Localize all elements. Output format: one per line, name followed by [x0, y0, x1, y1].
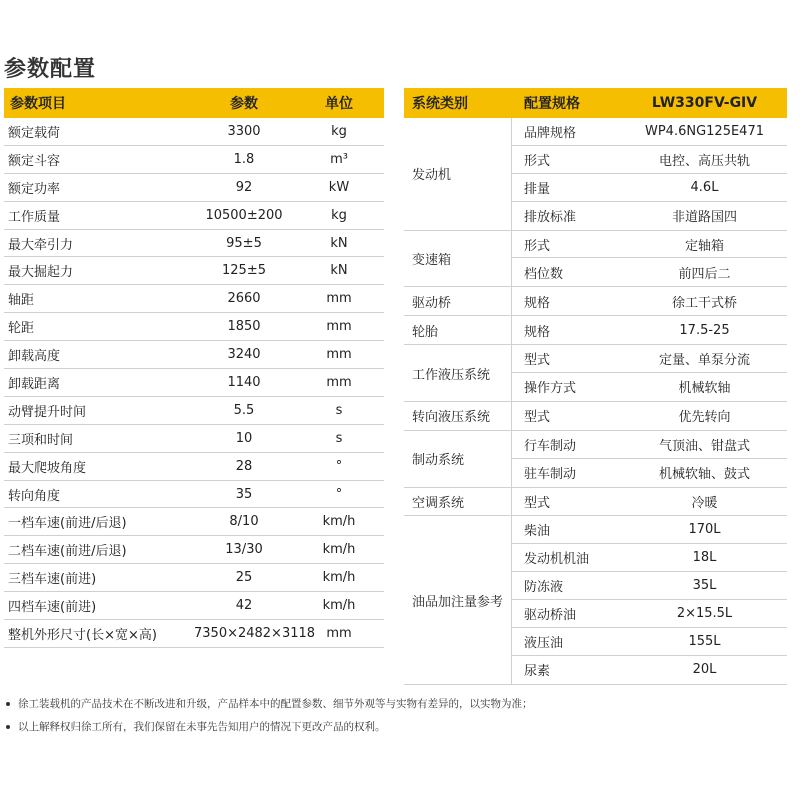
param-unit: mm	[326, 291, 352, 307]
footnote	[6, 719, 796, 734]
param-name: 最大牵引力	[8, 237, 74, 253]
param-name: 三项和时间	[8, 432, 74, 448]
parameter-table	[4, 88, 384, 648]
table-row	[4, 564, 384, 592]
config-row	[512, 287, 787, 315]
param-value: 125±5	[222, 263, 266, 279]
config-spec-value: 定量、单泵分流	[658, 353, 750, 369]
param-unit: kg	[331, 207, 347, 223]
config-row	[512, 600, 787, 628]
config-spec-name: 形式	[524, 238, 551, 254]
config-spec-value: 徐工干式桥	[671, 295, 737, 311]
param-name: 额定载荷	[8, 125, 61, 141]
config-spec-name: 档位数	[524, 266, 564, 282]
config-spec-value: 非道路国四	[671, 210, 737, 226]
param-name: 一档车速(前进/后退)	[8, 516, 127, 532]
param-value: 1850	[227, 319, 261, 335]
config-row	[512, 316, 787, 344]
parameter-table-header	[4, 88, 384, 118]
param-name: 三档车速(前进)	[8, 572, 97, 588]
config-row	[512, 628, 787, 656]
bullet-icon	[6, 702, 10, 706]
parameter-table-body	[4, 118, 384, 648]
param-name: 整机外形尺寸(长×宽×高)	[8, 627, 157, 643]
param-name: 额定功率	[8, 181, 61, 197]
param-unit: mm	[326, 374, 352, 390]
table-row	[4, 146, 384, 174]
system-group	[404, 287, 787, 316]
system-category-name: 制动系统	[404, 431, 512, 487]
config-spec-name: 尿素	[524, 664, 551, 680]
header-param-value: 参数	[230, 96, 258, 112]
param-name: 卸载高度	[8, 349, 61, 365]
config-spec-name: 形式	[524, 153, 551, 169]
param-unit: mm	[326, 319, 352, 335]
config-spec-value: 35L	[692, 578, 717, 594]
system-group	[404, 316, 787, 345]
system-category-name: 轮胎	[404, 316, 512, 344]
config-row	[512, 373, 787, 401]
footnote-text: 以上解释权归徐工所有，我们保留在未事先告知用户的情况下更改产品的权利。	[18, 721, 386, 733]
config-row	[512, 345, 787, 373]
config-spec-name: 品牌规格	[524, 125, 577, 141]
config-row	[512, 656, 787, 684]
param-name: 转向角度	[8, 488, 61, 504]
param-value: 13/30	[225, 542, 263, 558]
param-value: 3300	[227, 123, 261, 139]
system-category-name: 转向液压系统	[404, 402, 512, 430]
config-spec-value: 4.6L	[690, 179, 719, 195]
config-spec-value: 优先转向	[678, 410, 731, 426]
config-spec-value: 机械软轴	[678, 381, 731, 397]
table-row	[4, 313, 384, 341]
param-value: 28	[235, 458, 253, 474]
configuration-table-body	[404, 118, 787, 685]
config-spec-name: 规格	[524, 295, 551, 311]
param-name: 工作质量	[8, 209, 61, 225]
param-value: 92	[235, 179, 253, 195]
param-value: 7350×2482×3118	[194, 625, 316, 641]
system-group	[404, 431, 787, 488]
param-name: 二档车速(前进/后退)	[8, 544, 127, 560]
system-category-name: 变速箱	[404, 231, 512, 287]
param-unit: kg	[331, 123, 347, 139]
param-value: 10	[235, 430, 253, 446]
param-value: 10500±200	[205, 207, 283, 223]
config-spec-name: 防冻液	[524, 580, 564, 596]
config-spec-value: 冷暖	[691, 496, 718, 512]
config-row	[512, 174, 787, 202]
param-name: 轮距	[8, 321, 35, 337]
table-row	[4, 118, 384, 146]
header-system-category: 系统类别	[412, 96, 468, 112]
table-row	[4, 536, 384, 564]
config-row	[512, 202, 787, 230]
configuration-table-header	[404, 88, 787, 118]
param-value: 5.5	[233, 402, 255, 418]
config-spec-value: 170L	[688, 522, 721, 538]
config-row	[512, 516, 787, 544]
config-row	[512, 402, 787, 430]
config-spec-value: WP4.6NG125E471	[644, 123, 764, 139]
param-unit: kW	[328, 179, 350, 195]
param-unit: kN	[330, 235, 348, 251]
config-spec-name: 型式	[524, 353, 551, 369]
config-spec-value: 155L	[688, 633, 721, 649]
config-row	[512, 459, 787, 487]
configuration-table	[404, 88, 787, 685]
config-spec-name: 型式	[524, 410, 551, 426]
header-param-item: 参数项目	[10, 96, 66, 112]
param-name: 最大爬坡角度	[8, 460, 87, 476]
param-value: 8/10	[229, 514, 259, 530]
table-row	[4, 508, 384, 536]
config-spec-value: 18L	[692, 550, 717, 566]
config-row	[512, 544, 787, 572]
system-category-name: 发动机	[404, 118, 512, 230]
config-row	[512, 572, 787, 600]
param-value: 25	[235, 570, 253, 586]
config-row	[512, 431, 787, 459]
config-spec-value: 2×15.5L	[676, 606, 733, 622]
config-row	[512, 118, 787, 146]
param-value: 1140	[227, 374, 261, 390]
config-spec-name: 液压油	[524, 635, 564, 651]
header-config-spec: 配置规格	[524, 96, 580, 112]
param-value: 35	[235, 486, 253, 502]
table-row	[4, 592, 384, 620]
config-spec-name: 操作方式	[524, 381, 577, 397]
table-row	[4, 230, 384, 258]
system-group	[404, 231, 787, 288]
config-spec-name: 行车制动	[524, 438, 577, 454]
system-group	[404, 402, 787, 431]
table-row	[4, 620, 384, 648]
table-row	[4, 174, 384, 202]
param-value: 95±5	[226, 235, 262, 251]
config-spec-value: 定轴箱	[684, 238, 724, 254]
config-spec-name: 柴油	[524, 524, 551, 540]
param-unit: °	[335, 458, 343, 474]
config-row	[512, 488, 787, 516]
param-name: 动臂提升时间	[8, 404, 87, 420]
table-row	[4, 257, 384, 285]
table-row	[4, 285, 384, 313]
footnote	[6, 696, 796, 711]
config-spec-value: 机械软轴、鼓式	[658, 467, 750, 483]
system-category-name: 驱动桥	[404, 287, 512, 315]
table-row	[4, 202, 384, 230]
system-category-name: 空调系统	[404, 488, 512, 516]
param-unit: mm	[326, 625, 352, 641]
system-category-name: 工作液压系统	[404, 345, 512, 401]
config-spec-value: 17.5-25	[679, 322, 730, 338]
param-unit: s	[335, 430, 343, 446]
header-model: LW330FV-GIV	[651, 95, 758, 111]
param-unit: °	[335, 486, 343, 502]
param-name: 卸载距离	[8, 376, 61, 392]
config-spec-value: 前四后二	[678, 266, 731, 282]
param-name: 额定斗容	[8, 153, 61, 169]
param-value: 42	[235, 598, 253, 614]
config-spec-value: 20L	[692, 662, 717, 678]
header-unit: 单位	[325, 96, 353, 112]
system-group	[404, 488, 787, 517]
page-title: 参数配置	[4, 57, 97, 82]
param-unit: kN	[330, 263, 348, 279]
param-unit: mm	[326, 347, 352, 363]
param-name: 四档车速(前进)	[8, 600, 97, 616]
system-group	[404, 118, 787, 231]
footnote-text: 徐工装载机的产品技术在不断改进和升级，产品样本中的配置参数、细节外观等与实物有差异的，以实物为准；	[18, 698, 533, 710]
config-spec-name: 发动机机油	[524, 552, 590, 568]
table-row	[4, 397, 384, 425]
table-row	[4, 425, 384, 453]
param-unit: m³	[330, 151, 348, 167]
config-spec-name: 排量	[524, 181, 551, 197]
param-unit: s	[335, 402, 343, 418]
table-row	[4, 481, 384, 509]
param-name: 最大掘起力	[8, 265, 74, 281]
config-spec-name: 驻车制动	[524, 467, 577, 483]
config-spec-name: 驱动桥油	[524, 608, 577, 624]
footnotes	[6, 696, 796, 742]
system-group	[404, 345, 787, 402]
config-spec-name: 型式	[524, 496, 551, 512]
config-spec-name: 规格	[524, 324, 551, 340]
config-spec-value: 气顶油、钳盘式	[658, 438, 750, 454]
bullet-icon	[6, 725, 10, 729]
param-value: 3240	[227, 347, 261, 363]
system-category-name: 油品加注量参考	[404, 516, 512, 683]
config-spec-value: 电控、高压共轨	[658, 153, 750, 169]
param-value: 1.8	[233, 151, 255, 167]
config-row	[512, 146, 787, 174]
param-unit: km/h	[322, 570, 356, 586]
param-unit: km/h	[322, 598, 356, 614]
config-spec-name: 排放标准	[524, 210, 577, 226]
param-unit: km/h	[322, 542, 356, 558]
config-row	[512, 258, 787, 286]
param-name: 轴距	[8, 293, 35, 309]
config-row	[512, 231, 787, 259]
table-row	[4, 341, 384, 369]
system-group	[404, 516, 787, 684]
param-value: 2660	[227, 291, 261, 307]
param-unit: km/h	[322, 514, 356, 530]
table-row	[4, 453, 384, 481]
table-row	[4, 369, 384, 397]
